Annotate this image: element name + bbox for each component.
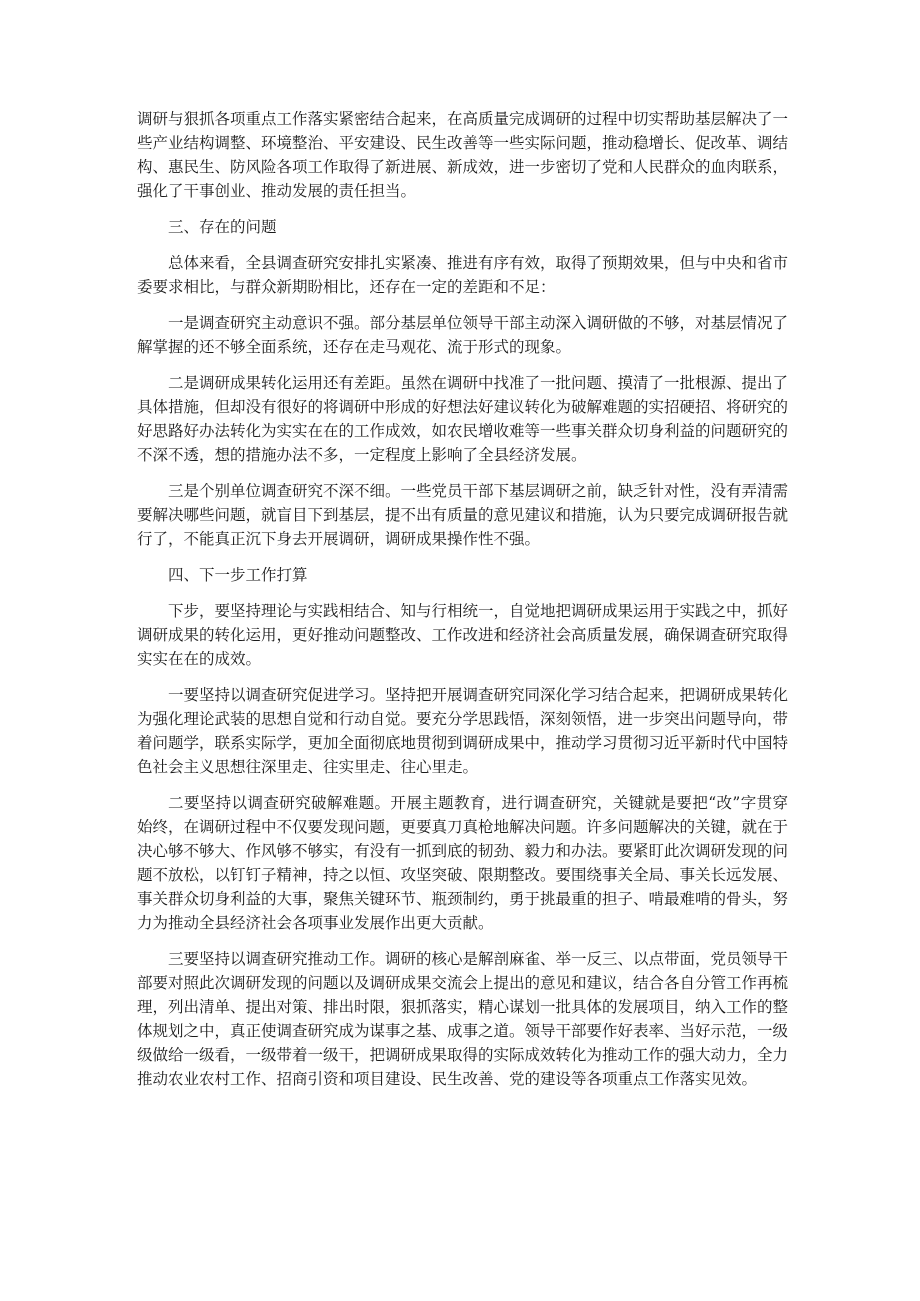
paragraph-overview: 总体来看，全县调查研究安排扎实紧凑、推进有序有效，取得了预期效果，但与中央和省市委要求相比，与群众新期盼相比，还存在一定的差距和不足：	[137, 254, 789, 296]
paragraph-problem-2: 二是调研成果转化运用还有差距。虽然在调研中找准了一批问题、摸清了一批根源、提出了具体措施，但却没有很好的将调研中形成的好想法好建议转化为破解难题的实招硬招、将研究的好思路好办法转化为实实在在的工作成效，如农民增收难等一些事关群众切身利益的问题研究的不深不透，想的措施办法不多，一定程度上影响了全县经济发展。	[137, 374, 789, 464]
paragraph-next-steps-intro: 下步，要坚持理论与实践相结合、知与行相统一，自觉地把调研成果运用于实践之中，抓好调研成果的转化运用，更好推动问题整改、工作改进和经济社会高质量发展，确保调查研究取得实实在在的成效。	[137, 602, 789, 668]
paragraph-problem-3: 三是个别单位调查研究不深不细。一些党员干部下基层调研之前，缺乏针对性，没有弄清需要解决哪些问题，就盲目下到基层，提不出有质量的意见建议和措施，认为只要完成调研报告就行了，不能真正沉下身去开展调研，调研成果操作性不强。	[137, 482, 789, 548]
paragraph-continuation: 调研与狠抓各项重点工作落实紧密结合起来，在高质量完成调研的过程中切实帮助基层解决了一些产业结构调整、环境整治、平安建设、民生改善等一些实际问题，推动稳增长、促改革、调结构、惠民生、防风险各项工作取得了新进展、新成效，进一步密切了党和人民群众的血肉联系，强化了干事创业、推动发展的责任担当。	[137, 110, 789, 200]
section-heading-problems: 三、存在的问题	[168, 218, 277, 236]
paragraph-plan-1: 一要坚持以调查研究促进学习。坚持把开展调查研究同深化学习结合起来，把调研成果转化为强化理论武装的思想自觉和行动自觉。要充分学思践悟，深刻领悟，进一步突出问题导向，带着问题学，联系实际学，更加全面彻底地贯彻到调研成果中，推动学习贯彻习近平新时代中国特色社会主义思想往深里走、往实里走、往心里走。	[137, 686, 789, 776]
paragraph-plan-2: 二要坚持以调查研究破解难题。开展主题教育，进行调查研究，关键就是要把“改”字贯穿始终，在调研过程中不仅要发现问题，更要真刀真枪地解决问题。许多问题解决的关键，就在于决心够不够大、作风够不够实，有没有一抓到底的韧劲、毅力和办法。要紧盯此次调研发现的问题不放松，以钉钉子精神，持之以恒、攻坚突破、限期整改。要围绕事关全局、事关长远发展、事关群众切身利益的大事，聚焦关键环节、瓶颈制约，勇于挑最重的担子、啃最难啃的骨头，努力为推动全县经济社会各项事业发展作出更大贡献。	[137, 794, 789, 932]
document-body	[137, 107, 788, 1103]
paragraph-problem-1: 一是调查研究主动意识不强。部分基层单位领导干部主动深入调研做的不够，对基层情况了解掌握的还不够全面系统，还存在走马观花、流于形式的现象。	[137, 314, 789, 356]
paragraph-plan-3: 三要坚持以调查研究推动工作。调研的核心是解剖麻雀、举一反三、以点带面，党员领导干部要对照此次调研发现的问题以及调研成果交流会上提出的意见和建议，结合各自分管工作再梳理，列出清单、提出对策、排出时限，狠抓落实，精心谋划一批具体的发展项目，纳入工作的整体规划之中，真正使调查研究成为谋事之基、成事之道。领导干部要作好表率、当好示范，一级级做给一级看，一级带着一级干，把调研成果取得的实际成效转化为推动工作的强大动力，全力推动农业农村工作、招商引资和项目建设、民生改善、党的建设等各项重点工作落实见效。	[137, 950, 789, 1088]
section-heading-next-steps: 四、下一步工作打算	[168, 566, 308, 584]
